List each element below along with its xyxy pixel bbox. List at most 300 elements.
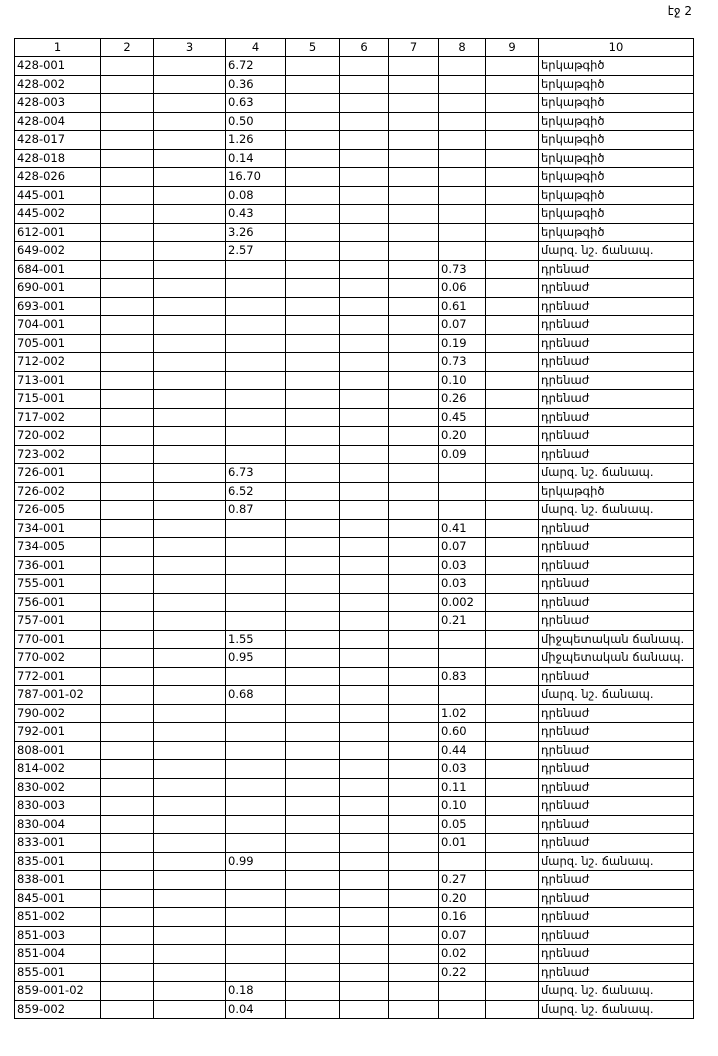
- table-cell-col-3: [154, 112, 226, 131]
- table-cell-col-1: 428-004: [15, 112, 101, 131]
- table-cell-col-2: [101, 704, 154, 723]
- table-cell-col-1: 838-001: [15, 871, 101, 890]
- table-cell-col-7: [389, 852, 439, 871]
- table-cell-col-5: [286, 223, 340, 242]
- table-cell-col-5: [286, 778, 340, 797]
- table-cell-col-2: [101, 852, 154, 871]
- table-cell-col-5: [286, 75, 340, 94]
- table-cell-col-6: [340, 334, 389, 353]
- table-cell-col-5: [286, 538, 340, 557]
- table-row: [15, 704, 694, 723]
- table-cell-col-8: 0.03: [439, 760, 486, 779]
- table-cell-col-3: [154, 279, 226, 298]
- table-cell-col-7: [389, 760, 439, 779]
- table-row: [15, 649, 694, 668]
- table-cell-col-1: 713-001: [15, 371, 101, 390]
- table-row: [15, 908, 694, 927]
- table-cell-col-5: [286, 630, 340, 649]
- table-cell-col-3: [154, 760, 226, 779]
- table-row: [15, 630, 694, 649]
- table-row: [15, 667, 694, 686]
- table-cell-col-2: [101, 242, 154, 261]
- table-cell-col-8: 0.21: [439, 612, 486, 631]
- table-cell-col-3: [154, 334, 226, 353]
- table-cell-col-8: [439, 1000, 486, 1019]
- table-cell-col-7: [389, 94, 439, 113]
- table-row: [15, 612, 694, 631]
- table-cell-col-6: [340, 186, 389, 205]
- table-cell-col-4: [226, 316, 286, 335]
- table-cell-col-4: [226, 593, 286, 612]
- table-cell-col-9: [486, 778, 539, 797]
- table-cell-col-7: [389, 427, 439, 446]
- table-cell-col-3: [154, 741, 226, 760]
- table-cell-col-2: [101, 945, 154, 964]
- table-cell-col-6: [340, 797, 389, 816]
- table-cell-col-3: [154, 778, 226, 797]
- table-row: [15, 760, 694, 779]
- table-cell-col-6: [340, 168, 389, 187]
- table-cell-col-5: [286, 741, 340, 760]
- table-cell-col-5: [286, 57, 340, 76]
- table-cell-col-9: [486, 630, 539, 649]
- table-cell-col-7: [389, 408, 439, 427]
- table-cell-col-9: [486, 279, 539, 298]
- table-cell-col-1: 720-002: [15, 427, 101, 446]
- table-cell-col-7: [389, 889, 439, 908]
- table-cell-col-1: 445-002: [15, 205, 101, 224]
- table-cell-col-9: [486, 686, 539, 705]
- table-cell-col-10: մարզ. նշ. ճանապ.: [539, 464, 694, 483]
- table-cell-col-6: [340, 778, 389, 797]
- table-cell-col-4: 0.95: [226, 649, 286, 668]
- table-cell-col-3: [154, 667, 226, 686]
- table-cell-col-2: [101, 982, 154, 1001]
- table-cell-col-2: [101, 926, 154, 945]
- table-cell-col-8: [439, 131, 486, 150]
- table-cell-col-5: [286, 723, 340, 742]
- table-cell-col-1: 726-002: [15, 482, 101, 501]
- table-row: [15, 186, 694, 205]
- table-cell-col-3: [154, 686, 226, 705]
- table-cell-col-4: 0.18: [226, 982, 286, 1001]
- table-cell-col-10: երկաթգիծ: [539, 205, 694, 224]
- table-cell-col-7: [389, 75, 439, 94]
- table-cell-col-7: [389, 723, 439, 742]
- table-cell-col-9: [486, 131, 539, 150]
- table-cell-col-1: 772-001: [15, 667, 101, 686]
- table-cell-col-2: [101, 297, 154, 316]
- table-cell-col-10: մարզ. նշ. ճանապ.: [539, 242, 694, 261]
- table-cell-col-8: 0.03: [439, 575, 486, 594]
- table-row: [15, 223, 694, 242]
- table-cell-col-2: [101, 612, 154, 631]
- column-header-10: 10: [539, 39, 694, 57]
- table-cell-col-1: 787-001-02: [15, 686, 101, 705]
- table-cell-col-9: [486, 538, 539, 557]
- table-cell-col-2: [101, 427, 154, 446]
- table-cell-col-7: [389, 390, 439, 409]
- table-cell-col-4: [226, 871, 286, 890]
- table-cell-col-4: 0.63: [226, 94, 286, 113]
- table-cell-col-1: 734-005: [15, 538, 101, 557]
- table-cell-col-7: [389, 260, 439, 279]
- table-cell-col-9: [486, 149, 539, 168]
- table-row: [15, 815, 694, 834]
- table-row: [15, 501, 694, 520]
- table-cell-col-2: [101, 741, 154, 760]
- table-cell-col-4: [226, 519, 286, 538]
- table-cell-col-5: [286, 94, 340, 113]
- table-cell-col-1: 755-001: [15, 575, 101, 594]
- table-cell-col-9: [486, 445, 539, 464]
- table-cell-col-6: [340, 649, 389, 668]
- table-cell-col-2: [101, 112, 154, 131]
- table-cell-col-10: մարզ. նշ. ճանապ.: [539, 686, 694, 705]
- table-cell-col-7: [389, 371, 439, 390]
- table-cell-col-6: [340, 427, 389, 446]
- table-row: [15, 316, 694, 335]
- page-number: էջ 2: [667, 4, 692, 18]
- table-cell-col-10: երկաթգիծ: [539, 75, 694, 94]
- table-cell-col-5: [286, 279, 340, 298]
- table-cell-col-8: 0.27: [439, 871, 486, 890]
- table-cell-col-7: [389, 667, 439, 686]
- table-cell-col-5: [286, 427, 340, 446]
- table-row: [15, 1000, 694, 1019]
- table-cell-col-7: [389, 279, 439, 298]
- table-cell-col-7: [389, 519, 439, 538]
- table-cell-col-10: դրենաժ: [539, 778, 694, 797]
- table-cell-col-4: [226, 797, 286, 816]
- table-cell-col-9: [486, 723, 539, 742]
- table-cell-col-6: [340, 464, 389, 483]
- table-row: [15, 131, 694, 150]
- table-cell-col-1: 792-001: [15, 723, 101, 742]
- table-cell-col-8: [439, 982, 486, 1001]
- table-row: [15, 112, 694, 131]
- table-cell-col-4: [226, 945, 286, 964]
- table-row: [15, 445, 694, 464]
- table-cell-col-7: [389, 131, 439, 150]
- table-cell-col-7: [389, 353, 439, 372]
- table-cell-col-9: [486, 834, 539, 853]
- table-cell-col-5: [286, 945, 340, 964]
- table-cell-col-3: [154, 926, 226, 945]
- table-cell-col-6: [340, 223, 389, 242]
- table-cell-col-9: [486, 408, 539, 427]
- table-cell-col-8: 0.20: [439, 889, 486, 908]
- table-cell-col-4: [226, 279, 286, 298]
- table-cell-col-7: [389, 649, 439, 668]
- table-row: [15, 297, 694, 316]
- table-cell-col-1: 693-001: [15, 297, 101, 316]
- table-cell-col-9: [486, 741, 539, 760]
- table-cell-col-4: 6.73: [226, 464, 286, 483]
- table-cell-col-10: դրենաժ: [539, 908, 694, 927]
- table-cell-col-9: [486, 353, 539, 372]
- table-row: [15, 168, 694, 187]
- table-cell-col-2: [101, 334, 154, 353]
- table-cell-col-2: [101, 149, 154, 168]
- table-cell-col-6: [340, 852, 389, 871]
- table-cell-col-6: [340, 112, 389, 131]
- table-cell-col-5: [286, 482, 340, 501]
- table-cell-col-6: [340, 538, 389, 557]
- table-cell-col-1: 808-001: [15, 741, 101, 760]
- table-cell-col-3: [154, 575, 226, 594]
- table-cell-col-9: [486, 649, 539, 668]
- table-cell-col-4: 3.26: [226, 223, 286, 242]
- table-cell-col-10: դրենաժ: [539, 704, 694, 723]
- table-cell-col-8: 0.61: [439, 297, 486, 316]
- table-cell-col-4: 0.08: [226, 186, 286, 205]
- table-cell-col-6: [340, 871, 389, 890]
- table-cell-col-2: [101, 556, 154, 575]
- table-cell-col-2: [101, 501, 154, 520]
- table-cell-col-7: [389, 926, 439, 945]
- table-cell-col-1: 757-001: [15, 612, 101, 631]
- table-row: [15, 871, 694, 890]
- table-cell-col-7: [389, 815, 439, 834]
- table-row: [15, 519, 694, 538]
- table-cell-col-3: [154, 908, 226, 927]
- table-cell-col-5: [286, 908, 340, 927]
- table-cell-col-3: [154, 889, 226, 908]
- table-cell-col-2: [101, 538, 154, 557]
- table-cell-col-7: [389, 57, 439, 76]
- table-cell-col-2: [101, 797, 154, 816]
- table-cell-col-7: [389, 501, 439, 520]
- table-cell-col-7: [389, 686, 439, 705]
- table-cell-col-5: [286, 168, 340, 187]
- table-cell-col-3: [154, 242, 226, 261]
- table-cell-col-1: 790-002: [15, 704, 101, 723]
- table-cell-col-8: [439, 112, 486, 131]
- table-cell-col-8: 0.26: [439, 390, 486, 409]
- table-cell-col-6: [340, 704, 389, 723]
- table-cell-col-1: 835-001: [15, 852, 101, 871]
- table-row: [15, 575, 694, 594]
- table-cell-col-5: [286, 242, 340, 261]
- table-cell-col-7: [389, 168, 439, 187]
- table-cell-col-8: 0.07: [439, 316, 486, 335]
- table-cell-col-10: դրենաժ: [539, 667, 694, 686]
- table-cell-col-3: [154, 815, 226, 834]
- header-row: [15, 39, 694, 57]
- table-cell-col-2: [101, 57, 154, 76]
- table-row: [15, 353, 694, 372]
- table-cell-col-1: 715-001: [15, 390, 101, 409]
- table-cell-col-3: [154, 797, 226, 816]
- table-row: [15, 778, 694, 797]
- table-cell-col-8: [439, 852, 486, 871]
- table-cell-col-9: [486, 482, 539, 501]
- table-cell-col-4: [226, 908, 286, 927]
- table-cell-col-9: [486, 57, 539, 76]
- table-cell-col-9: [486, 704, 539, 723]
- table-cell-col-8: [439, 149, 486, 168]
- table-cell-col-10: երկաթգիծ: [539, 168, 694, 187]
- table-cell-col-9: [486, 593, 539, 612]
- table-cell-col-9: [486, 612, 539, 631]
- table-cell-col-5: [286, 982, 340, 1001]
- table-cell-col-5: [286, 871, 340, 890]
- table-row: [15, 260, 694, 279]
- table-cell-col-8: 0.44: [439, 741, 486, 760]
- table-cell-col-6: [340, 94, 389, 113]
- table-cell-col-1: 734-001: [15, 519, 101, 538]
- table-cell-col-5: [286, 667, 340, 686]
- table-cell-col-4: 0.50: [226, 112, 286, 131]
- table-cell-col-10: դրենաժ: [539, 445, 694, 464]
- table-cell-col-10: դրենաժ: [539, 797, 694, 816]
- table-cell-col-8: 0.07: [439, 926, 486, 945]
- table-row: [15, 741, 694, 760]
- table-cell-col-7: [389, 834, 439, 853]
- column-header-8: 8: [439, 39, 486, 57]
- table-cell-col-2: [101, 834, 154, 853]
- table-cell-col-2: [101, 723, 154, 742]
- table-cell-col-10: դրենաժ: [539, 408, 694, 427]
- table-cell-col-2: [101, 279, 154, 298]
- table-cell-col-10: մարզ. նշ. ճանապ.: [539, 1000, 694, 1019]
- table-cell-col-7: [389, 612, 439, 631]
- table-cell-col-2: [101, 593, 154, 612]
- table-cell-col-1: 428-017: [15, 131, 101, 150]
- table-cell-col-10: դրենաժ: [539, 741, 694, 760]
- table-cell-col-9: [486, 205, 539, 224]
- table-row: [15, 75, 694, 94]
- table-cell-col-3: [154, 482, 226, 501]
- column-header-3: 3: [154, 39, 226, 57]
- table-cell-col-7: [389, 223, 439, 242]
- table-cell-col-10: երկաթգիծ: [539, 223, 694, 242]
- table-cell-col-1: 855-001: [15, 963, 101, 982]
- table-cell-col-6: [340, 408, 389, 427]
- table-cell-col-7: [389, 1000, 439, 1019]
- table-cell-col-9: [486, 334, 539, 353]
- table-cell-col-4: [226, 667, 286, 686]
- table-cell-col-8: 0.73: [439, 260, 486, 279]
- table-cell-col-4: [226, 760, 286, 779]
- table-cell-col-10: միջպետական ճանապ.: [539, 630, 694, 649]
- table-cell-col-5: [286, 334, 340, 353]
- table-cell-col-3: [154, 94, 226, 113]
- table-cell-col-3: [154, 297, 226, 316]
- column-header-9: 9: [486, 39, 539, 57]
- table-cell-col-6: [340, 371, 389, 390]
- table-cell-col-5: [286, 297, 340, 316]
- table-cell-col-6: [340, 556, 389, 575]
- table-cell-col-4: [226, 963, 286, 982]
- table-cell-col-8: 0.60: [439, 723, 486, 742]
- table-cell-col-8: 0.20: [439, 427, 486, 446]
- table-cell-col-5: [286, 316, 340, 335]
- table-cell-col-7: [389, 982, 439, 1001]
- table-cell-col-1: 851-002: [15, 908, 101, 927]
- table-cell-col-1: 859-002: [15, 1000, 101, 1019]
- table-cell-col-3: [154, 1000, 226, 1019]
- table-cell-col-3: [154, 57, 226, 76]
- table-cell-col-8: [439, 464, 486, 483]
- table-cell-col-4: [226, 408, 286, 427]
- table-cell-col-9: [486, 852, 539, 871]
- table-cell-col-6: [340, 723, 389, 742]
- table-cell-col-6: [340, 205, 389, 224]
- table-cell-col-10: դրենաժ: [539, 760, 694, 779]
- table-cell-col-5: [286, 260, 340, 279]
- table-cell-col-5: [286, 797, 340, 816]
- table-cell-col-7: [389, 778, 439, 797]
- table-cell-col-2: [101, 815, 154, 834]
- column-header-6: 6: [340, 39, 389, 57]
- table-cell-col-6: [340, 908, 389, 927]
- table-cell-col-10: մարզ. նշ. ճանապ.: [539, 501, 694, 520]
- table-cell-col-6: [340, 593, 389, 612]
- table-cell-col-1: 830-002: [15, 778, 101, 797]
- table-cell-col-9: [486, 168, 539, 187]
- table-cell-col-10: մարզ. նշ. ճանապ.: [539, 982, 694, 1001]
- table-cell-col-10: երկաթգիծ: [539, 112, 694, 131]
- table-cell-col-3: [154, 223, 226, 242]
- table-cell-col-1: 770-001: [15, 630, 101, 649]
- table-cell-col-7: [389, 149, 439, 168]
- table-cell-col-2: [101, 464, 154, 483]
- table-cell-col-4: [226, 575, 286, 594]
- table-row: [15, 390, 694, 409]
- table-cell-col-7: [389, 242, 439, 261]
- table-cell-col-2: [101, 223, 154, 242]
- table-cell-col-9: [486, 667, 539, 686]
- table-cell-col-8: 0.11: [439, 778, 486, 797]
- table-cell-col-1: 428-003: [15, 94, 101, 113]
- table-cell-col-1: 612-001: [15, 223, 101, 242]
- table-cell-col-9: [486, 112, 539, 131]
- table-cell-col-2: [101, 778, 154, 797]
- table-cell-col-6: [340, 889, 389, 908]
- table-cell-col-6: [340, 242, 389, 261]
- table-cell-col-2: [101, 94, 154, 113]
- table-cell-col-1: 770-002: [15, 649, 101, 668]
- table-cell-col-10: երկաթգիծ: [539, 131, 694, 150]
- table-cell-col-6: [340, 57, 389, 76]
- table-cell-col-1: 851-004: [15, 945, 101, 964]
- table-cell-col-1: 726-001: [15, 464, 101, 483]
- table-cell-col-1: 830-004: [15, 815, 101, 834]
- table-cell-col-7: [389, 316, 439, 335]
- table-cell-col-10: դրենաժ: [539, 556, 694, 575]
- table-cell-col-2: [101, 649, 154, 668]
- table-cell-col-5: [286, 371, 340, 390]
- table-cell-col-8: 0.002: [439, 593, 486, 612]
- table-cell-col-6: [340, 390, 389, 409]
- table-cell-col-8: [439, 649, 486, 668]
- table-cell-col-2: [101, 75, 154, 94]
- table-cell-col-5: [286, 593, 340, 612]
- table-row: [15, 926, 694, 945]
- table-cell-col-3: [154, 945, 226, 964]
- table-cell-col-3: [154, 445, 226, 464]
- table-cell-col-5: [286, 612, 340, 631]
- table-cell-col-9: [486, 316, 539, 335]
- table-cell-col-10: դրենաժ: [539, 390, 694, 409]
- table-cell-col-9: [486, 908, 539, 927]
- table-cell-col-9: [486, 519, 539, 538]
- table-cell-col-2: [101, 353, 154, 372]
- table-cell-col-6: [340, 131, 389, 150]
- table-cell-col-3: [154, 593, 226, 612]
